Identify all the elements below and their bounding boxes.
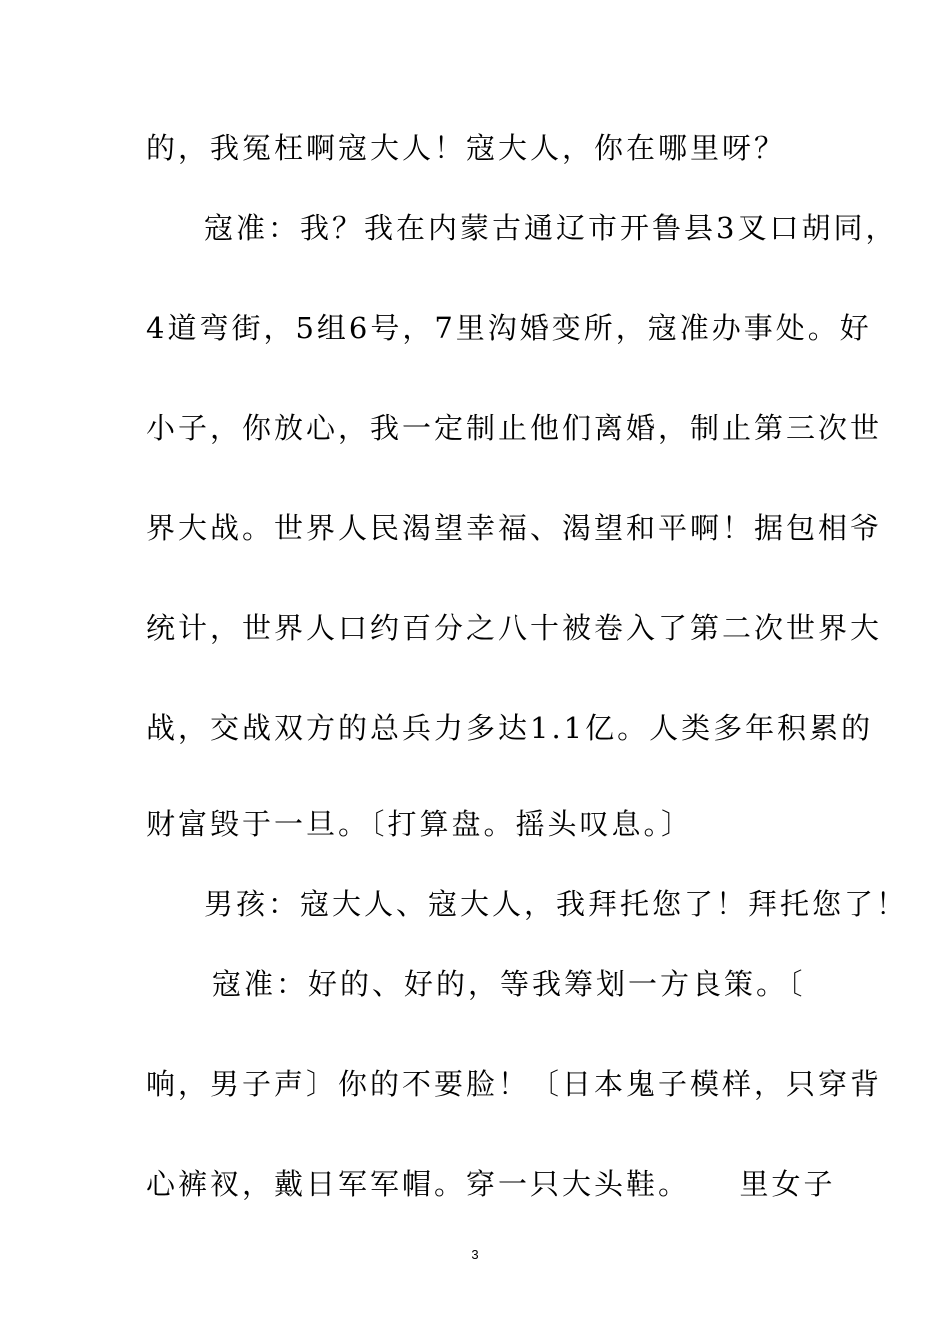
text-line: 财富毁于一旦。〔打算盘。摇头叹息。〕	[146, 807, 694, 841]
text-line: 男孩：寇大人、寇大人，我拜托您了！拜托您了！	[204, 887, 909, 921]
text-line: 心裤衩，戴日军军帽。穿一只大头鞋。 里女子	[146, 1167, 836, 1201]
text-line: 战，交战双方的总兵力多达1.1亿。人类多年积累的	[146, 711, 874, 745]
text-line: 小子，你放心，我一定制止他们离婚，制止第三次世	[146, 411, 883, 445]
text-line: 的，我冤枉啊寇大人！寇大人，你在哪里呀？	[146, 131, 787, 165]
text-line: 响，男子声〕你的不要脸！〔日本鬼子模样，只穿背	[146, 1067, 883, 1101]
text-line: 统计，世界人口约百分之八十被卷入了第二次世界大	[146, 611, 883, 645]
text-line: 寇准：好的、好的，等我筹划一方良策。〔	[212, 967, 806, 1001]
text-line: 4道弯街，5组6号，7里沟婚变所，寇准办事处。好	[146, 311, 872, 345]
page-number: 3	[471, 1247, 479, 1262]
text-line: 寇准：我？我在内蒙古通辽市开鲁县3叉口胡同，	[204, 211, 898, 245]
text-line: 界大战。世界人民渴望幸福、渴望和平啊！据包相爷	[146, 511, 883, 545]
